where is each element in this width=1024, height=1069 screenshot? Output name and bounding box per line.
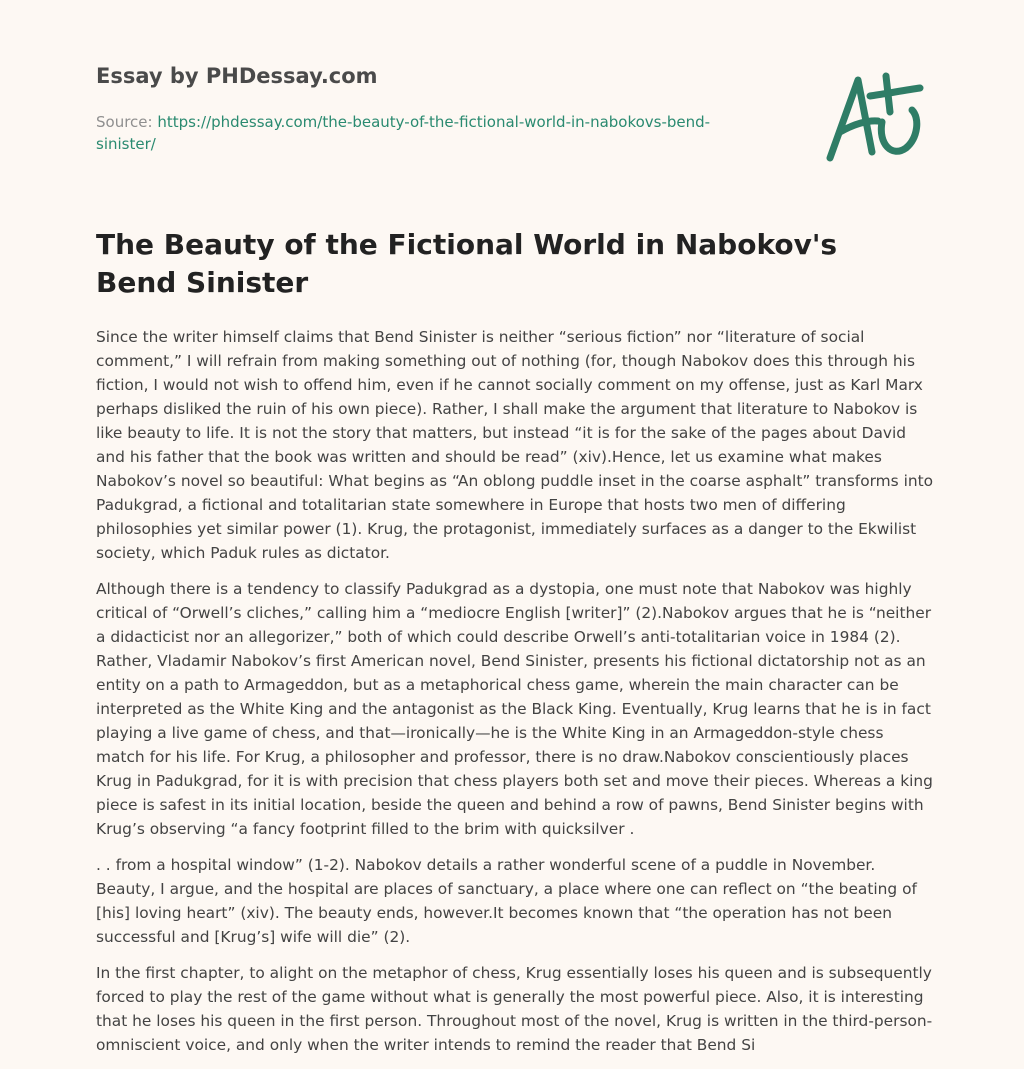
source-line: [96, 111, 736, 155]
a-plus-logo-icon: [820, 66, 930, 166]
essay-paragraph: In the first chapter, to alight on the metaphor of chess, Krug essentially loses his queen and is subsequently forced to play the rest of the game without what is generally the most powerful piece. Also, it is interesting that he loses his queen in the first person. Throughout most of the novel, Krug is written in the third-person-omniscient voice, and only when the writer intends to remind the reader that Bend Si: [96, 964, 933, 1054]
essay-paragraph: Although there is a tendency to classify Padukgrad as a dystopia, one must note that Nabokov was highly critical of “Orwell’s cliches,” calling him a “mediocre English [writer]” (2).Nabokov argues that he is “neither a didacticist nor an allegorizer,” both of which could describe Orwell’s anti-totalitarian voice in 1984 (2). Rather, Vladamir Nabokov’s first American novel, Bend Sinister, presents his fictional dictatorship not as an entity on a path to Armageddon, but as a metaphorical chess game, wherein the main character can be interpreted as the White King and the antagonist as the Black King. Eventually, Krug learns that he is in fact playing a live game of chess, and that—ironically—he is the White King in an Armageddon-style chess match for his life. For Krug, a philosopher and professor, there is no draw.Nabokov conscientiously places Krug in Padukgrad, for it is with precision that chess players both set and move their pieces. Whereas a king piece is safest in its initial location, beside the queen and behind a row of pawns, Bend Sinister begins with Krug’s observing “a fancy footprint filled to the brim with quicksilver .: [96, 580, 933, 838]
essay-body: [96, 325, 936, 1069]
source-label: Source:: [96, 113, 153, 131]
essay-paragraph: . . from a hospital window” (1-2). Nabokov details a rather wonderful scene of a puddle in November. Beauty, I argue, and the hospital are places of sanctuary, a place where one can reflect on “the beating of [his] loving heart” (xiv). The beauty ends, however.It becomes known that “the operation has not been successful and [Krug’s] wife will die” (2).: [96, 856, 917, 946]
site-brand: Essay by PHDessay.com: [96, 64, 378, 88]
source-link[interactable]: https://phdessay.com/the-beauty-of-the-fictional-world-in-nabokovs-bend-sinister/: [96, 113, 711, 153]
essay-title: The Beauty of the Fictional World in Nabokov's Bend Sinister: [96, 228, 838, 299]
essay-paragraph: Since the writer himself claims that Bend Sinister is neither “serious fiction” nor “literature of social comment,” I will refrain from making something out of nothing (for, though Nabokov does this through his fiction, I would not wish to offend him, even if he cannot socially comment on my offense, just as Karl Marx perhaps disliked the ruin of his own piece). Rather, I shall make the argument that literature to Nabokov is like beauty to life. It is not the story that matters, but instead “it is for the sake of the pages about David and his father that the book was written and should be read” (xiv).Hence, let us examine what makes Nabokov’s novel so beautiful: What begins as “An oblong puddle inset in the coarse asphalt” transforms into Padukgrad, a fictional and totalitarian state somewhere in Europe that hosts two men of differing philosophies yet similar power (1). Krug, the protagonist, immediately surfaces as a danger to the Ekwilist society, which Paduk rules as dictator.: [96, 328, 934, 562]
